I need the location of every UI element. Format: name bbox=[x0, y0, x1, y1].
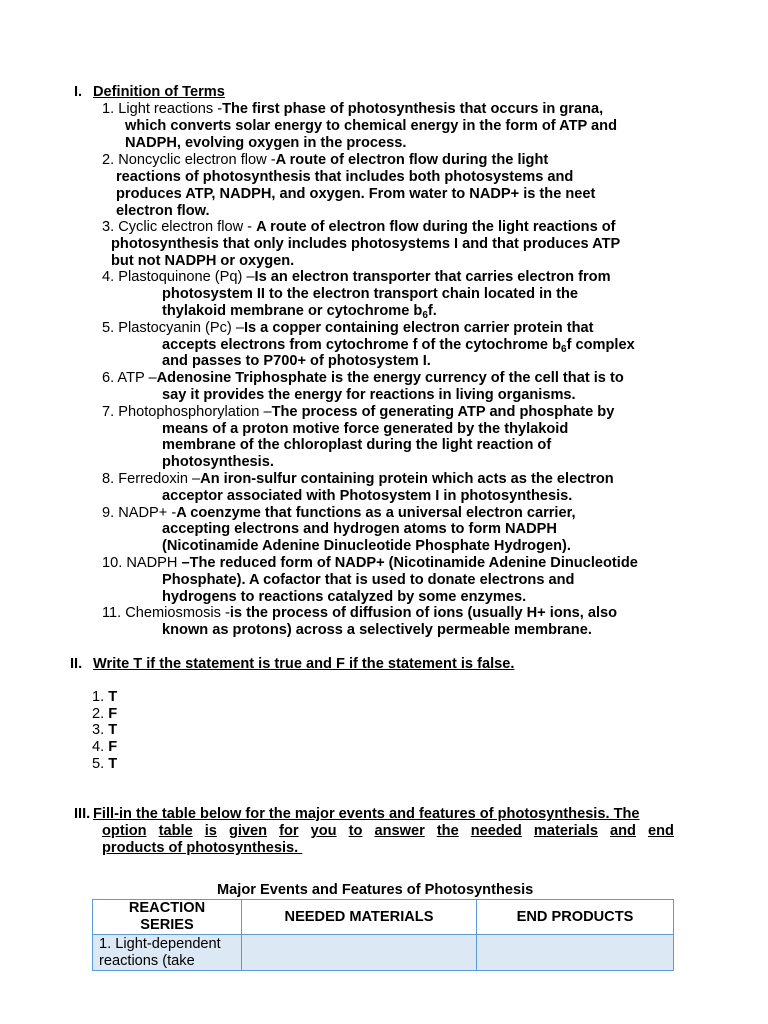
row1-reaction-series: 1. Light-dependent reactions (take bbox=[93, 935, 242, 971]
term-1: 1. Light reactions -The first phase of photosynthesis that occurs in grana, bbox=[102, 101, 604, 117]
term-2: 2. Noncyclic electron flow -A route of electron flow during the light bbox=[102, 152, 549, 168]
term-3: 3. Cyclic electron flow - A route of electron flow during the light reactions of bbox=[102, 219, 616, 235]
term-1-line2: which converts solar energy to chemical energy in the form of ATP and bbox=[125, 118, 617, 134]
term-7-line4: photosynthesis. bbox=[162, 454, 274, 470]
section1-heading: Definition of Terms bbox=[93, 84, 225, 100]
section3-numeral: III. bbox=[74, 806, 91, 822]
answer-4: 4. F bbox=[92, 739, 118, 755]
heading-word: answer bbox=[374, 823, 425, 839]
heading-word: needed bbox=[470, 823, 522, 839]
term-4-line3: thylakoid membrane or cytochrome $b_6f$. bbox=[162, 303, 437, 321]
term-4: 4. Plastoquinone (Pq) –Is an electron transporter that carries electron from bbox=[102, 269, 611, 285]
photosynthesis-table bbox=[92, 899, 674, 971]
section1-numeral: I. bbox=[74, 84, 83, 100]
term-2-line2: reactions of photosynthesis that includes both photosystems and bbox=[116, 169, 574, 185]
term-2-line3: produces ATP, NADPH, and oxygen. From water to NADP+ is the neet bbox=[116, 186, 596, 202]
answer-2: 2. F bbox=[92, 706, 118, 722]
heading-word: table bbox=[158, 823, 193, 839]
heading-word: materials bbox=[533, 823, 598, 839]
heading-word: the bbox=[436, 823, 459, 839]
section3-heading-line3: products of photosynthesis. bbox=[102, 840, 303, 856]
term-2-line4: electron flow. bbox=[116, 203, 210, 219]
term-11: 11. Chemiosmosis -is the process of diffusion of ions (usually H+ ions, also bbox=[102, 605, 618, 621]
term-4-line2: photosystem II to the electron transport chain located in the bbox=[162, 286, 578, 302]
term-7-line2: means of a proton motive force generated by the thylakoid bbox=[162, 421, 569, 437]
term-1-line3: NADPH, evolving oxygen in the process. bbox=[125, 135, 407, 151]
table-header-row bbox=[93, 900, 674, 935]
section3-heading-line1: Fill-in the table below for the major events and features of photosynthesis. The bbox=[93, 806, 640, 822]
term-9: 9. NADP+ -A coenzyme that functions as a universal electron carrier, bbox=[102, 505, 576, 521]
answer-1: 1. T bbox=[92, 689, 118, 705]
term-8: 8. Ferredoxin –An iron-sulfur containing protein which acts as the electron bbox=[102, 471, 614, 487]
term-10-line2: Phosphate). A cofactor that is used to donate electrons and bbox=[162, 572, 575, 588]
heading-word: to bbox=[348, 823, 363, 839]
term-6: 6. ATP –Adenosine Triphosphate is the energy currency of the cell that is to bbox=[102, 370, 624, 386]
term-5-line2: accepts electrons from cytochrome f of the cytochrome $b_6f$ complex bbox=[162, 337, 635, 355]
term-7: 7. Photophosphorylation –The process of generating ATP and phosphate by bbox=[102, 404, 615, 420]
heading-word: given bbox=[228, 823, 268, 839]
section2-numeral: II. bbox=[70, 656, 83, 672]
term-8-line2: acceptor associated with Photosystem I in photosynthesis. bbox=[162, 488, 573, 504]
answer-3: 3. T bbox=[92, 722, 118, 738]
table-title: Major Events and Features of Photosynthesis bbox=[217, 882, 534, 898]
heading-word: end bbox=[648, 823, 674, 839]
row1-end-products[interactable] bbox=[477, 935, 674, 971]
heading-word: option bbox=[102, 823, 147, 839]
term-9-line3: (Nicotinamide Adenine Dinucleotide Phosphate Hydrogen). bbox=[162, 538, 571, 554]
section2-heading: Write T if the statement is true and F if the statement is false. bbox=[93, 656, 515, 672]
term-11-line2: known as protons) across a selectively permeable membrane. bbox=[162, 622, 592, 638]
term-10-line3: hydrogens to reactions catalyzed by some enzymes. bbox=[162, 589, 527, 605]
heading-word: you bbox=[310, 823, 337, 839]
term-9-line2: accepting electrons and hydrogen atoms to form NADPH bbox=[162, 521, 557, 537]
heading-word: and bbox=[610, 823, 636, 839]
term-5: 5. Plastocyanin (Pc) –Is a copper containing electron carrier protein that bbox=[102, 320, 594, 336]
table-row bbox=[93, 935, 674, 971]
heading-word: is bbox=[204, 823, 217, 839]
answer-5: 5. T bbox=[92, 756, 118, 772]
term-7-line3: membrane of the chloroplast during the light reaction of bbox=[162, 437, 552, 453]
term-5-line3: and passes to P700+ of photosystem I. bbox=[162, 353, 431, 369]
term-6-line2: say it provides the energy for reactions in living organisms. bbox=[162, 387, 576, 403]
section3-heading-line2 bbox=[102, 823, 674, 840]
header-needed-materials: NEEDED MATERIALS bbox=[242, 900, 477, 935]
row1-needed-materials[interactable] bbox=[242, 935, 477, 971]
term-10: 10. NADPH –The reduced form of NADP+ (Nicotinamide Adenine Dinucleotide bbox=[102, 555, 638, 571]
header-end-products: END PRODUCTS bbox=[477, 900, 674, 935]
term-3-line3: but not NADPH or oxygen. bbox=[111, 253, 295, 269]
heading-word: for bbox=[279, 823, 299, 839]
term-3-line2: photosynthesis that only includes photosystems I and that produces ATP bbox=[111, 236, 621, 252]
header-reaction-series: REACTION SERIES bbox=[93, 900, 242, 935]
